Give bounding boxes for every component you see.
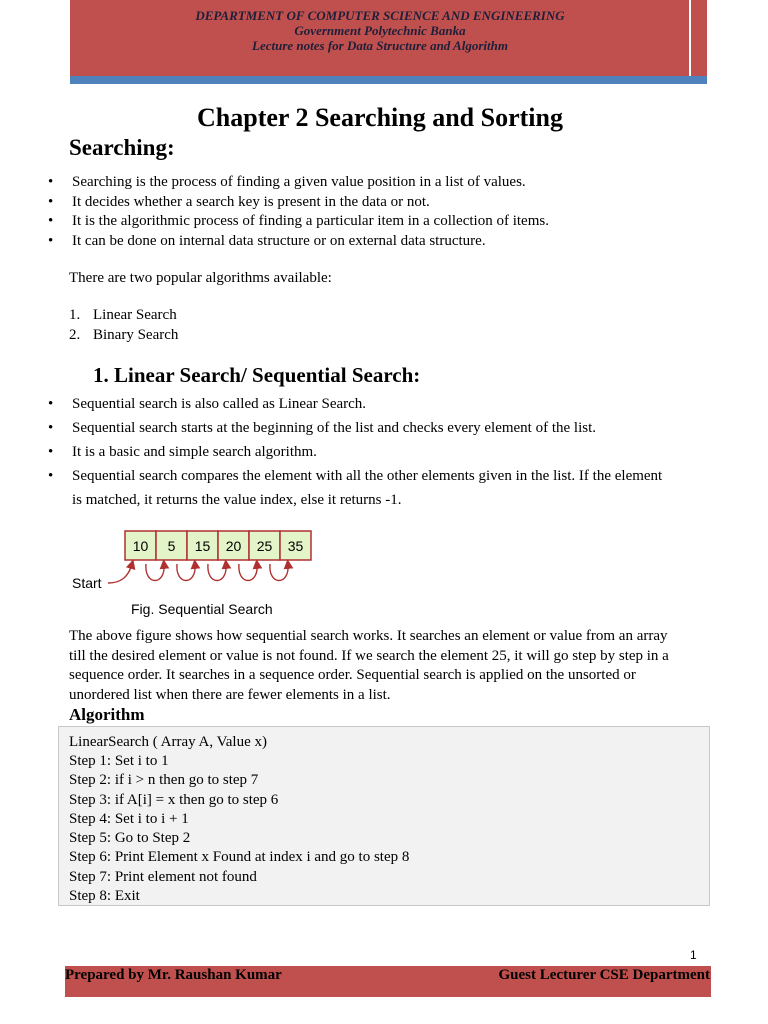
list-item: • Sequential search is also called as Linear Search.	[48, 392, 662, 416]
chapter-title: Chapter 2 Searching and Sorting	[197, 103, 563, 132]
algorithm-line: Step 8: Exit	[69, 888, 140, 904]
figure-caption: Fig. Sequential Search	[131, 601, 273, 617]
step-arrow	[208, 564, 226, 581]
list-item	[48, 464, 662, 512]
algorithm-box	[58, 726, 710, 906]
list-label: Binary Search	[93, 326, 179, 343]
algorithm-line: Step 5: Go to Step 2	[69, 830, 191, 846]
header-course: Lecture notes for Data Structure and Algorithm	[252, 38, 508, 53]
list-item: • It is a basic and simple search algorithm.	[48, 440, 662, 464]
header-department: DEPARTMENT OF COMPUTER SCIENCE AND ENGINEERING	[195, 8, 565, 23]
algorithm-line: Step 1: Set i to 1	[69, 753, 169, 769]
algorithm-list	[69, 306, 178, 345]
paragraph-line: unordered list when there are fewer elements in a list.	[69, 686, 391, 703]
step-arrow	[177, 564, 195, 581]
step-arrow	[239, 564, 257, 581]
list-item: • Sequential search starts at the beginning of the list and checks every element of the list.	[48, 416, 662, 440]
list-item	[69, 326, 178, 346]
bullet-text: Sequential search compares the element with all the other elements given in the list. If the element	[72, 468, 663, 484]
page-number: 1	[690, 948, 697, 962]
header-stripe	[70, 76, 707, 84]
algorithm-line: Step 7: Print element not found	[69, 869, 257, 885]
searching-heading: Searching:	[69, 135, 175, 160]
searching-bullet-list	[48, 173, 549, 251]
step-arrow	[146, 564, 164, 581]
paragraph-line: till the desired element or value is not found. If we search the element 25, it will go step by step in a	[69, 647, 669, 664]
algorithms-intro: There are two popular algorithms available:	[69, 270, 332, 286]
list-item	[69, 306, 178, 326]
algorithm-line: Step 4: Set i to i + 1	[69, 811, 189, 827]
algorithm-line: Step 2: if i > n then go to step 7	[69, 772, 259, 788]
array-value: 35	[287, 538, 304, 554]
algorithm-heading: Algorithm	[69, 705, 145, 724]
linear-bullet-list	[48, 392, 662, 512]
step-arrow	[270, 564, 288, 581]
algorithm-line: Step 6: Print Element x Found at index i and go to step 8	[69, 849, 410, 865]
linear-search-heading: 1. Linear Search/ Sequential Search:	[93, 363, 421, 387]
list-number: 1.	[69, 307, 81, 323]
start-arrow	[108, 564, 132, 583]
array-value: 5	[167, 538, 176, 554]
list-item: • It decides whether a search key is present in the data or not.	[48, 193, 549, 213]
list-item: • It can be done on internal data structure or on external data structure.	[48, 232, 549, 252]
paragraph-line: sequence order. It searches in a sequence order. Sequential search is applied on the unsorted or	[69, 667, 636, 683]
array-value: 10	[132, 538, 149, 554]
list-label: Linear Search	[93, 307, 177, 323]
description-paragraph	[69, 627, 699, 705]
header-text	[70, 8, 690, 53]
array-value: 15	[194, 538, 211, 554]
paragraph-line: The above figure shows how sequential search works. It searches an element or value from an array	[69, 628, 668, 644]
header-institution: Government Polytechnic Banka	[294, 23, 466, 38]
array-value: 25	[256, 538, 273, 554]
start-label: Start	[72, 575, 102, 591]
footer-role: Guest Lecturer CSE Department	[498, 967, 710, 983]
algorithm-line: LinearSearch ( Array A, Value x)	[69, 734, 267, 750]
list-number: 2.	[69, 326, 81, 343]
sequential-search-figure	[70, 528, 330, 624]
bullet-text-continued: is matched, it returns the value index, else it returns -1.	[72, 492, 402, 508]
algorithm-line: Step 3: if A[i] = x then go to step 6	[69, 792, 279, 808]
footer-author: Prepared by Mr. Raushan Kumar	[65, 967, 282, 983]
array-value: 20	[225, 538, 242, 554]
list-item: • It is the algorithmic process of finding a particular item in a collection of items.	[48, 212, 549, 232]
list-item: • Searching is the process of finding a given value position in a list of values.	[48, 173, 549, 193]
